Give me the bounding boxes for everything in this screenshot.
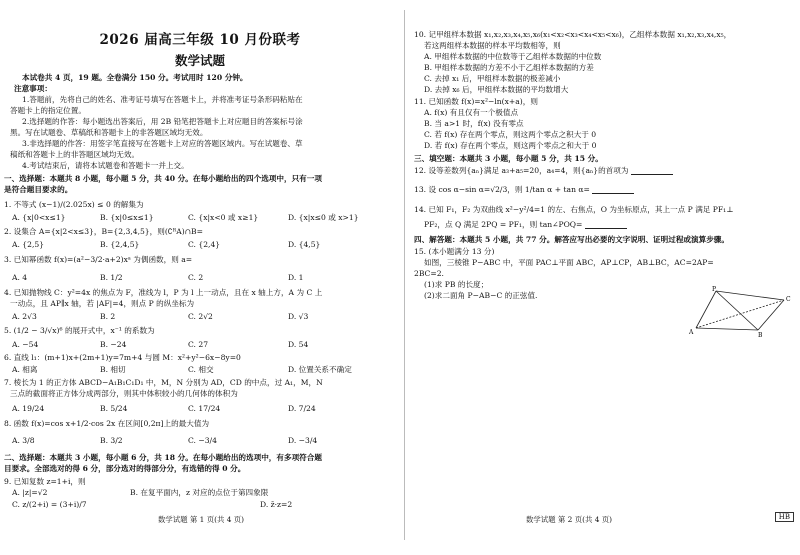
notes-intro: 本试卷共 4 页，19 题。全卷满分 150 分。考试用时 120 分钟。 [22,73,248,82]
section-2-heading-a: 二、选择题：本题共 3 小题，每小题 6 分，共 18 分。在每小题给出的选项中，有多项符合题 [4,453,322,462]
section-3-heading: 三、填空题：本题共 3 小题，每小题 5 分，共 15 分。 [414,154,603,163]
answer-blank [592,186,634,194]
question-2: 2. 设集合 A={x|2<x≤3}，B={2,3,4,5}，则(∁ᴿA)∩B= [4,227,203,236]
q6-option-c: C. 相交 [188,365,214,374]
question-15-part-1: (1)求 PB 的长度； [424,280,489,289]
question-1: 1. 不等式 (x−1)/(2.025x) ≤ 0 的解集为 [4,200,144,209]
exam-subtitle: 数学试题 [174,53,225,68]
q11-option-a: A. f(x) 有且仅有一个极值点 [424,108,519,117]
q9-option-d: D. z̄·z=2 [260,500,293,509]
q11-option-d: D. 若 f(x) 存在两个零点，则这两个零点之和大于 0 [424,141,597,150]
question-14b [424,220,627,229]
exam-title: 2026 届高三年级 10 月份联考 [99,32,301,48]
question-15a: 如图，三棱锥 P−ABC 中，平面 PAC⊥平面 ABC，AP⊥CP，AB⊥BC，AC=2AP= [424,258,714,267]
note-4: 4.考试结束后，请将本试题卷和答题卡一并上交。 [22,161,189,170]
question-5: 5. (1/2 − 3/√x)⁶ 的展开式中，x⁻¹ 的系数为 [4,326,155,335]
q7-option-d: D. 7/24 [288,404,316,413]
vertex-b-label: B [758,332,763,338]
q3-option-b: B. 1/2 [100,273,123,282]
question-8: 8. 函数 f(x)=cos x+1/2·cos 2x 在区间[0,2π]上的最大值为 [4,419,210,428]
question-13-text: 13. 设 cos α−sin α=√2/3，则 1/tan α + tan α= [414,185,590,194]
q5-option-a: A. −54 [12,340,39,349]
note-3b: 稿纸和答题卡上的非答题区域均无效。 [10,150,140,159]
q1-option-a: A. {x|0<x≤1} [12,213,66,222]
q2-option-c: C. {2,4} [188,240,221,249]
edge-pc [716,291,784,300]
vertex-p-label: P [712,286,717,293]
q9-option-a: A. |z|=√2 [12,488,48,497]
page-right [408,0,800,555]
q2-option-a: A. {2,5} [12,240,45,249]
edge-pb [716,291,758,330]
answer-blank [585,221,627,229]
answer-blank [631,167,673,175]
q10-option-c: C. 去掉 x₁ 后，甲组样本数据的极差减小 [424,74,561,83]
q5-option-d: D. 54 [288,340,309,349]
q7-option-c: C. 17/24 [188,404,221,413]
note-2a: 2.选择题的作答：每小题选出答案后，用 2B 铅笔把答题卡上对应题目的答案标号涂 [22,117,303,126]
section-1-heading-b: 是符合题目要求的。 [4,185,73,194]
question-15-head: 15. (本小题满分 13 分) [414,247,495,256]
question-7a: 7. 棱长为 1 的正方体 ABCD−A₁B₁C₁D₁ 中，M，N 分别为 AD，CD 的中点，过 A₁，M，N [4,378,323,387]
note-1a: 1.答题前，先将自己的姓名、准考证号填写在答题卡上，并将准考证号条形码粘贴在 [22,95,303,104]
question-4a: 4. 已知抛物线 C：y²=4x 的焦点为 F，准线为 l，P 为 l 上一动点，且在 x 轴上方，A 为 C 上 [4,288,323,297]
q1-option-c: C. {x|x<0 或 x≥1} [188,213,259,222]
q5-option-c: C. 27 [188,340,209,349]
question-10a: 10. 记甲组样本数据 x₁,x₂,x₃,x₄,x₅,x₆(x₁<x₂<x₃<x₄<x₅<x₆)，乙组样本数据 x₁,x₂,x₃,x₄,x₅， [414,30,732,39]
question-15b: 2BC=2. [414,269,444,278]
question-14a: 14. 已知 F₁，F₂ 为双曲线 x²−y²/4=1 的左、右焦点，O 为坐标原点，其上一点 P 满足 PF₁⊥ [414,205,734,214]
publisher-badge: HB [775,512,794,522]
question-6: 6. 直线 l₁：(m+1)x+(2m+1)y=7m+4 与圆 M：x²+y²−6x−8y=0 [4,353,241,362]
notes-heading: 注意事项： [14,84,52,93]
question-4b: 一动点，且 AP∥x 轴，若 |AF|=4，则点 P 的纵坐标为 [10,299,195,308]
q6-option-a: A. 相离 [12,365,38,374]
section-1-heading-a: 一、选择题：本题共 8 小题，每小题 5 分，共 40 分。在每小题给出的四个选项中，只有一项 [4,174,322,183]
page-footer-right: 数学试题 第 2 页(共 4 页) [526,515,613,524]
question-10b: 若这两组样本数据的样本平均数相等，则 [424,41,561,50]
q8-option-a: A. 3/8 [12,436,35,445]
q8-option-c: C. −3/4 [188,436,217,445]
q4-option-a: A. 2√3 [12,312,37,321]
q9-option-c: C. z/(2+i) = (3+i)/7 [12,500,87,509]
question-13 [414,185,634,194]
q8-option-b: B. 3/2 [100,436,123,445]
note-2b: 黑。写在试题卷、草稿纸和答题卡上的非答题区域均无效。 [10,128,208,137]
q7-option-a: A. 19/24 [12,404,45,413]
section-4-heading: 四、解答题：本题共 5 小题，共 77 分。解答应写出必要的文字说明、证明过程或演算步骤。 [414,235,729,244]
question-12-text: 12. 设等差数列{aₙ}满足 a₃+a₅=20，a₄=4，则{aₙ}的首项为 [414,166,629,175]
section-2-heading-b: 目要求。全部选对的得 6 分，部分选对的得部分分，有选错的得 0 分。 [4,464,246,473]
q3-option-c: C. 2 [188,273,204,282]
vertex-a-label: A [689,329,694,336]
page-footer-left: 数学试题 第 1 页(共 4 页) [158,515,245,524]
question-9: 9. 已知复数 z=1+i，则 [4,477,86,486]
q10-option-d: D. 去掉 x₆ 后，甲组样本数据的平均数增大 [424,85,569,94]
question-3: 3. 已知幂函数 f(x)=(a²−3/2·a+2)xᵃ 为偶函数，则 a= [4,255,193,264]
q10-option-b: B. 甲组样本数据的方差不小于乙组样本数据的方差 [424,63,594,72]
pyramid-figure [688,286,798,338]
q1-option-d: D. {x|x≤0 或 x>1} [288,213,359,222]
question-12 [414,166,673,175]
q6-option-b: B. 相切 [100,365,126,374]
q2-option-d: D. {4,5} [288,240,321,249]
q7-option-b: B. 5/24 [100,404,128,413]
q4-option-b: B. 2 [100,312,116,321]
q3-option-a: A. 4 [12,273,28,282]
q3-option-d: D. 1 [288,273,304,282]
q4-option-c: C. 2√2 [188,312,213,321]
note-3a: 3.非选择题的作答：用签字笔直接写在答题卡上对应的答题区域内。写在试题卷、草 [22,139,303,148]
q11-option-c: C. 若 f(x) 存在两个零点，则这两个零点之积大于 0 [424,130,597,139]
q8-option-d: D. −3/4 [288,436,318,445]
q5-option-b: B. −24 [100,340,127,349]
vertex-c-label: C [786,296,791,303]
q4-option-d: D. √3 [288,312,309,321]
question-7b: 三点的截面将正方体分成两部分，则其中体积较小的几何体的体积为 [10,389,238,398]
q10-option-a: A. 甲组样本数据的中位数等于乙组样本数据的中位数 [424,52,602,61]
column-divider [404,10,405,540]
q11-option-b: B. 当 a>1 时，f(x) 没有零点 [424,119,524,128]
q1-option-b: B. {x|0≤x≤1} [100,213,154,222]
question-14b-text: PF₂，点 Q 满足 2PQ = PF₁，则 tan∠POQ= [424,220,583,229]
q9-option-b: B. 在复平面内，z 对应的点位于第四象限 [130,488,269,497]
q2-option-b: B. {2,4,5} [100,240,140,249]
note-1b: 答题卡上的指定位置。 [10,106,86,115]
question-15-part-2: (2)求二面角 P−AB−C 的正弦值. [424,291,538,300]
q6-option-d: D. 位置关系不确定 [288,365,352,374]
question-11: 11. 已知函数 f(x)=x²−ln(x+a)，则 [414,97,538,106]
edge-ab [696,328,758,330]
